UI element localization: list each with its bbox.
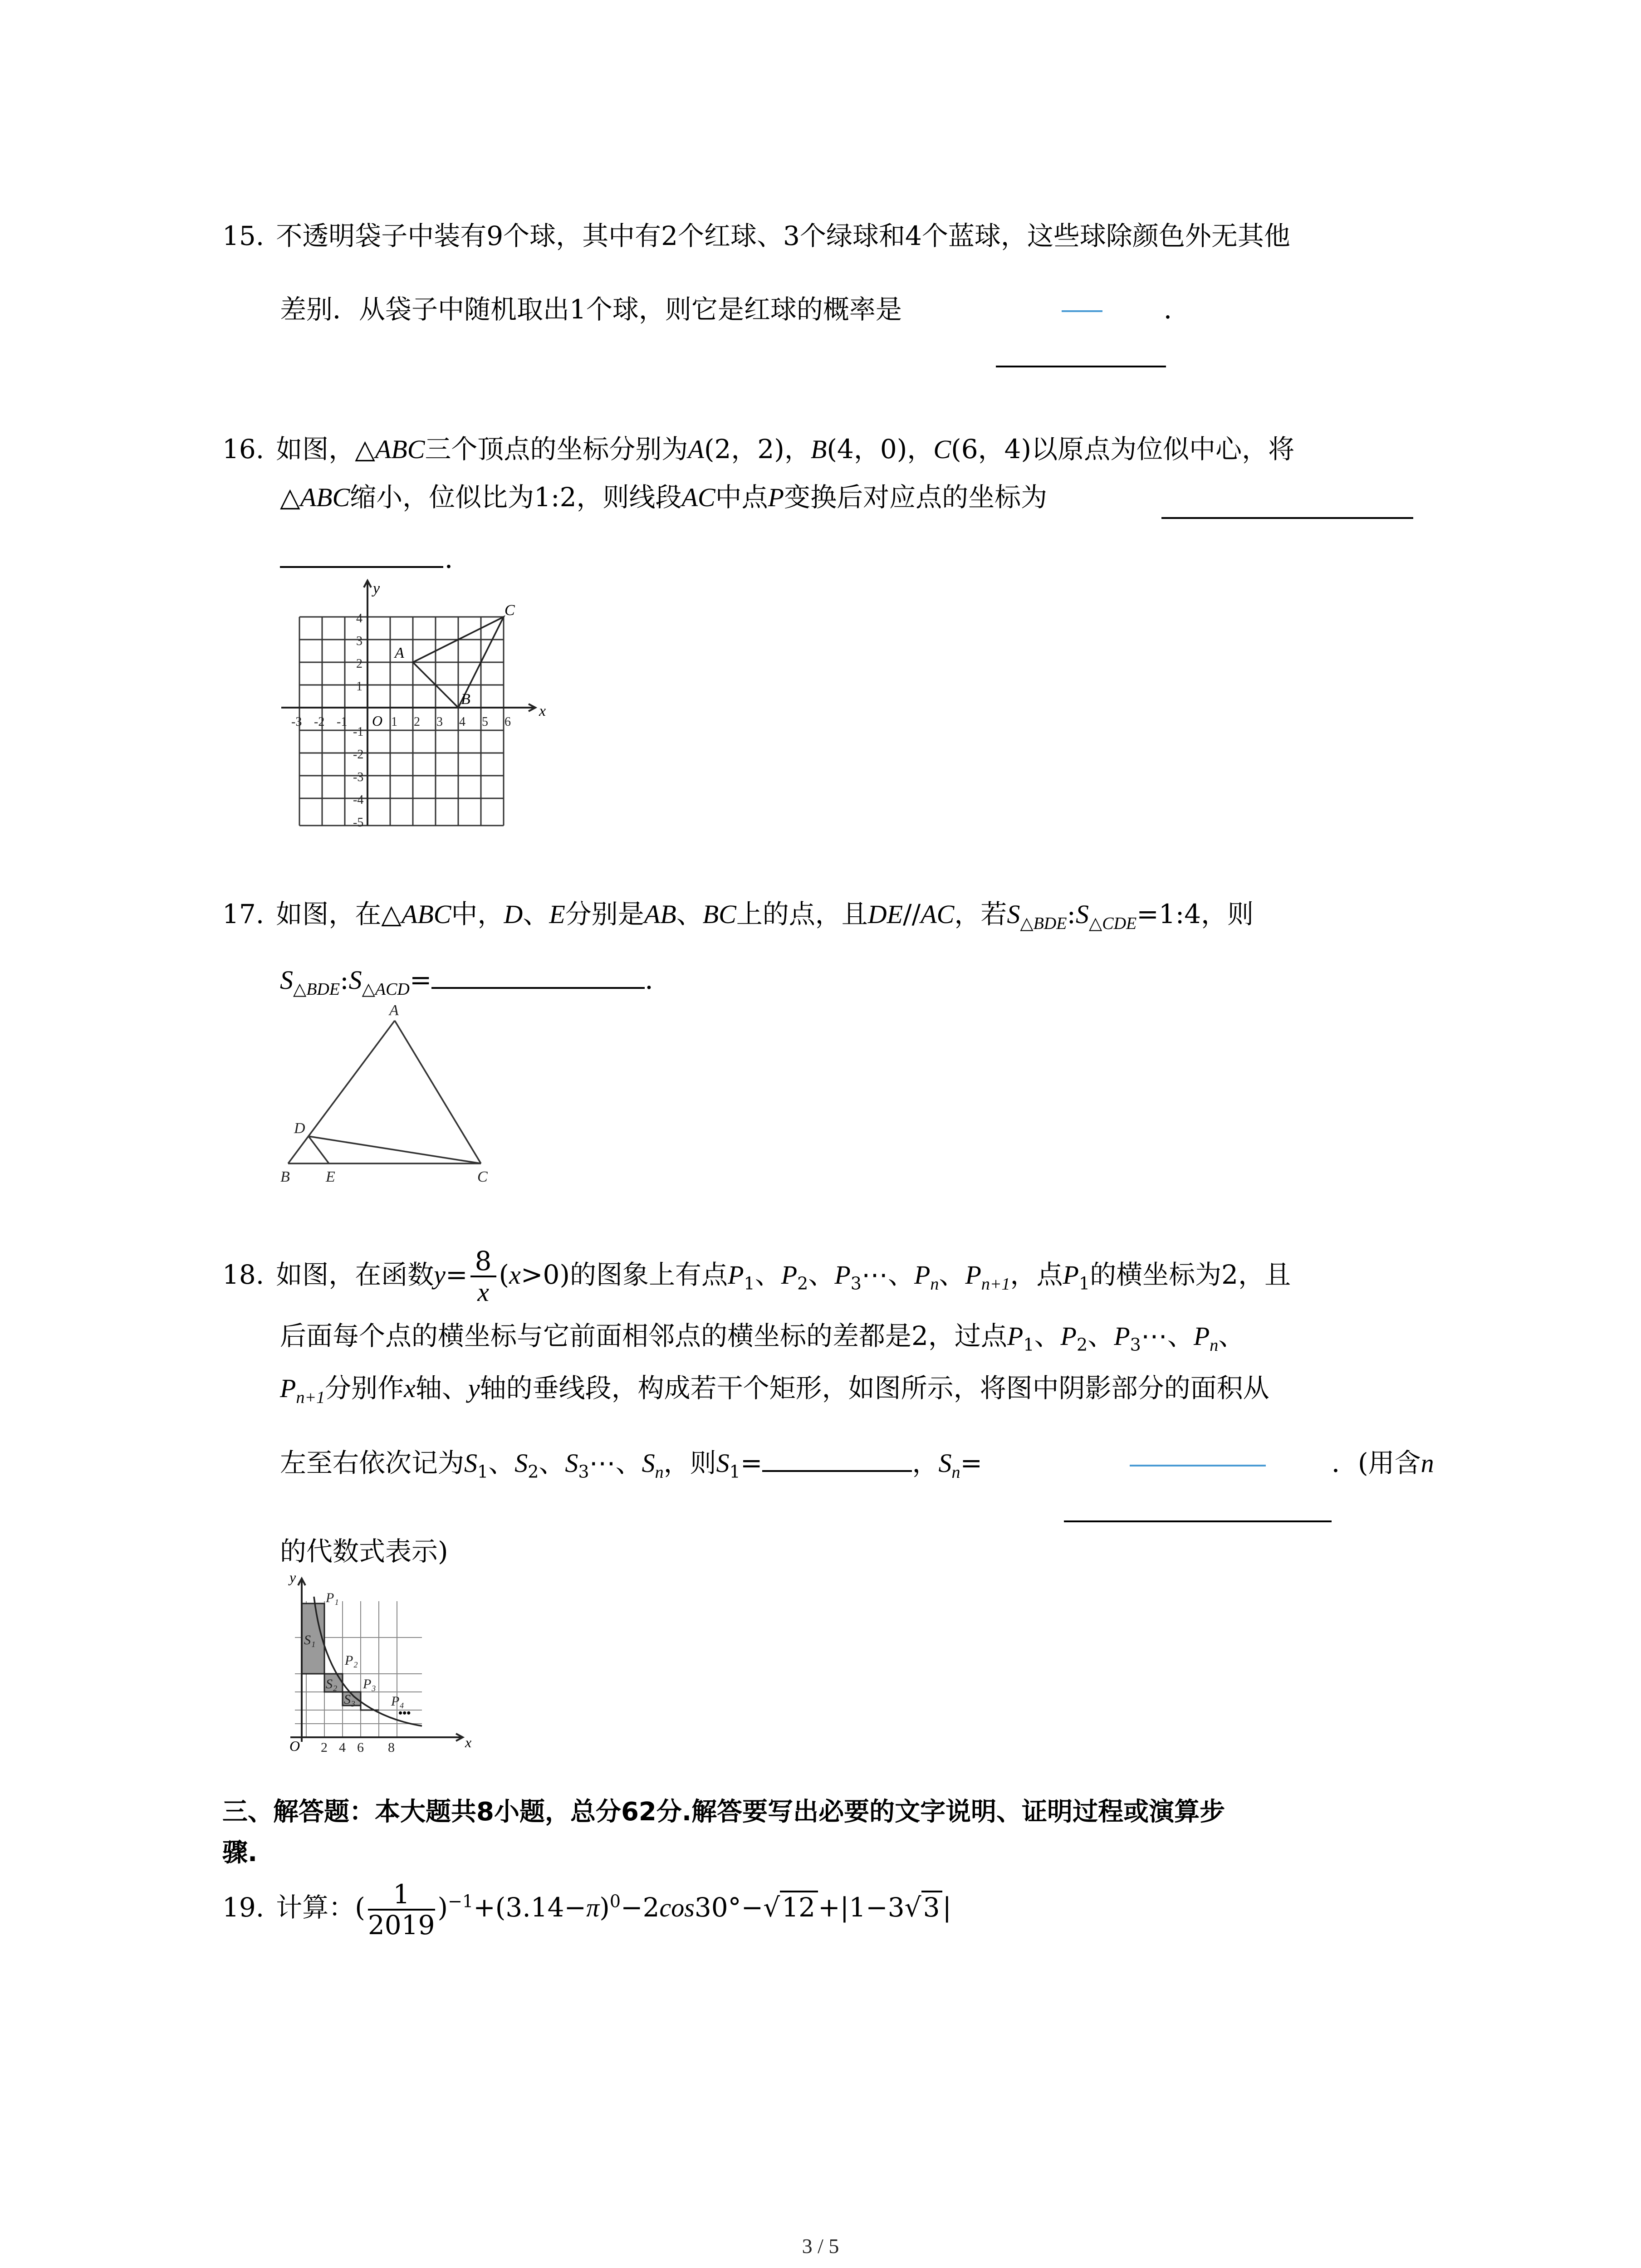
q17-segment-bc: BC — [702, 899, 736, 929]
q16-segment: AC — [681, 483, 715, 512]
q15-text-1: 不透明袋子中装有9个球，其中有2个红球、3个绿球和4个蓝球，这些球除颜色外无其他 — [276, 220, 1290, 251]
q18-subscript: n+1 — [981, 1274, 1010, 1294]
q18-text: ，则 — [663, 1447, 716, 1478]
q18-point: P — [1114, 1321, 1130, 1351]
q18-point: P — [914, 1260, 931, 1290]
q16-coord-b: (4，0)， — [827, 434, 934, 464]
segment-de — [309, 1136, 329, 1163]
q17-text: 中， — [451, 899, 504, 929]
q18-subscript: 1 — [729, 1461, 740, 1482]
y-tick: -5 — [353, 816, 364, 830]
q18-area: S — [464, 1448, 478, 1478]
x-axis-label: x — [465, 1734, 472, 1750]
q18-point: P — [1060, 1321, 1077, 1351]
q18-var-y: y — [434, 1260, 446, 1290]
q18-text: 、 — [1218, 1320, 1245, 1351]
q18-function-figure — [272, 1569, 499, 1760]
q18-subscript: n — [930, 1274, 939, 1294]
q18-text: ， — [912, 1447, 939, 1478]
q16-coordinate-figure — [272, 572, 554, 844]
x-tick: 8 — [388, 1740, 395, 1755]
segment-ac — [395, 1021, 481, 1163]
q19-radicand: 3 — [921, 1891, 943, 1922]
q18-point: P — [1193, 1321, 1210, 1351]
q16-point-b: B — [810, 435, 827, 464]
q17-line1 — [222, 896, 1254, 933]
q18-point: P — [965, 1260, 981, 1290]
q15-number: 15. — [222, 220, 265, 251]
q19-text: −2 — [621, 1892, 660, 1923]
q18-answer-mark — [1130, 1465, 1266, 1466]
fraction-denominator: 2019 — [367, 1909, 435, 1941]
q19-line — [222, 1873, 951, 1942]
fraction-denominator: x — [477, 1277, 489, 1307]
q18-text: 、 — [939, 1259, 965, 1290]
q16-point-c: C — [933, 435, 951, 464]
q17-point-e: E — [549, 899, 565, 929]
y-tick: 4 — [356, 611, 362, 626]
section-heading-line2: 骤. — [222, 1838, 258, 1867]
q19-sqrt-sign: √ — [763, 1892, 780, 1923]
origin-label: O — [289, 1738, 300, 1754]
section-heading-2 — [222, 1835, 257, 1871]
x-tick: 4 — [339, 1740, 346, 1755]
x-tick: 1 — [391, 715, 397, 729]
q18-line4-end — [1332, 1445, 1434, 1481]
q18-subscript: 1 — [477, 1461, 489, 1482]
q17-area-symbol: S — [348, 965, 362, 995]
x-tick: -2 — [314, 715, 325, 729]
x-tick: -1 — [337, 715, 348, 729]
q17-text: : — [1067, 899, 1076, 929]
q17-text: // — [903, 899, 921, 929]
y-tick: -1 — [353, 725, 364, 739]
q17-segment-ab: AB — [644, 899, 676, 929]
point-a-label: A — [395, 645, 404, 661]
q17-line2 — [280, 962, 671, 998]
q16-line2 — [280, 479, 1047, 516]
q18-subscript: n+1 — [296, 1388, 325, 1407]
y-axis-label: y — [289, 1569, 296, 1585]
q18-subscript: 3 — [578, 1461, 589, 1482]
q18-subscript: n — [951, 1462, 960, 1482]
q17-point-d: D — [504, 899, 523, 929]
q17-triangle: ABC — [401, 899, 451, 929]
q18-area: S — [938, 1448, 952, 1478]
q19-text: +(3.14− — [473, 1892, 587, 1923]
label-c: C — [477, 1168, 488, 1185]
x-tick: 2 — [414, 715, 420, 729]
q17-number: 17. — [222, 899, 265, 929]
q16-end: ． — [445, 543, 471, 574]
q16-answer-blank-2[interactable] — [280, 566, 443, 568]
q17-area-symbol: S — [1007, 899, 1020, 929]
q18-text: 、 — [1034, 1320, 1061, 1351]
q18-subscript: n — [655, 1462, 664, 1482]
q17-text: 分别是 — [565, 899, 644, 929]
label-s2: S₂ — [326, 1677, 338, 1691]
q19-radicand: 12 — [780, 1891, 818, 1922]
q18-answer-blank-sn[interactable] — [1064, 1520, 1332, 1522]
origin-label: O — [372, 713, 383, 729]
q18-line5 — [280, 1533, 448, 1569]
q19-fraction — [368, 1880, 435, 1940]
label-p1: P₁ — [326, 1590, 339, 1605]
q18-text: ，点 — [1010, 1259, 1063, 1290]
point-b-label: B — [461, 691, 470, 708]
q18-text: 、 — [1087, 1320, 1114, 1351]
q18-text: ⋯、 — [861, 1259, 914, 1290]
q17-triangle-figure — [272, 998, 508, 1188]
q19-exponent: −1 — [448, 1891, 474, 1911]
x-tick: 3 — [436, 715, 443, 729]
q18-text: ⋯、 — [1141, 1320, 1194, 1351]
q17-text: 、 — [676, 899, 703, 929]
q18-subscript: 2 — [528, 1461, 539, 1482]
x-tick: 4 — [459, 715, 465, 729]
q18-area: S — [565, 1448, 578, 1478]
q16-text: 变换后对应点的坐标为 — [784, 482, 1048, 513]
section-heading-line1: 三、解答题：本大题共8小题，总分62分.解答要写出必要的文字说明、证明过程或演算步 — [222, 1797, 1225, 1827]
q19-text: +|1−3 — [818, 1892, 905, 1923]
q19-number: 19. — [222, 1892, 265, 1923]
fraction-numerator: 1 — [368, 1880, 435, 1911]
label-p3: P₃ — [363, 1677, 376, 1691]
q18-point: P — [280, 1374, 296, 1403]
q19-text: ) — [599, 1892, 610, 1923]
q18-text: 、 — [488, 1447, 515, 1478]
q18-text: 后面每个点的横坐标与它前面相邻点的横坐标的差都是2，过点 — [280, 1320, 1007, 1351]
q19-pi: π — [586, 1893, 600, 1922]
q17-text: 、 — [523, 899, 549, 929]
q16-coord-a: (2，2)， — [704, 434, 811, 464]
q17-area-subscript: △CDE — [1089, 914, 1137, 933]
x-tick: 2 — [321, 1740, 328, 1755]
q15-answer-blank[interactable] — [996, 366, 1166, 367]
y-tick: 2 — [356, 657, 362, 671]
q18-area: S — [716, 1448, 730, 1478]
q18-text: = — [446, 1259, 468, 1290]
q18-text: = — [960, 1447, 983, 1478]
q15-end: ． — [1164, 294, 1190, 325]
q18-text: 、 — [539, 1447, 565, 1478]
q16-line1 — [222, 431, 1294, 468]
label-p2: P₂ — [345, 1653, 358, 1668]
q18-subscript: 3 — [1130, 1334, 1141, 1355]
q15-line1 — [222, 218, 1290, 254]
q19-text: ) — [437, 1892, 448, 1923]
x-tick: 6 — [505, 715, 511, 729]
q18-line1 — [222, 1243, 1291, 1307]
y-tick: -2 — [353, 748, 364, 762]
q16-coord-c: (6，4)以原点为位似中心，将 — [951, 434, 1295, 464]
q17-area-symbol: S — [1076, 899, 1089, 929]
label-p4: P₄ — [391, 1694, 404, 1709]
label-b: B — [280, 1168, 290, 1185]
q17-area-symbol: S — [280, 965, 293, 995]
q17-area-subscript: △BDE — [293, 979, 340, 999]
q18-subscript: 1 — [1078, 1273, 1090, 1294]
q17-text: 上的点，且 — [736, 899, 868, 929]
q18-text: ⋯、 — [589, 1447, 642, 1478]
q17-answer-blank[interactable] — [431, 969, 645, 989]
q18-text: 轴、 — [415, 1373, 468, 1403]
q18-subscript: 3 — [850, 1273, 862, 1294]
q17-text: = — [409, 964, 432, 995]
q19-sqrt-sign: √ — [904, 1892, 921, 1923]
q18-line2 — [280, 1318, 1244, 1354]
q17-area-subscript: △ACD — [362, 979, 410, 999]
y-tick: 3 — [356, 634, 362, 648]
q18-text: 的代数式表示) — [280, 1536, 448, 1567]
q18-text: 分别作 — [325, 1373, 404, 1403]
q17-text: =1:4，则 — [1136, 899, 1254, 929]
q18-subscript: 1 — [1023, 1334, 1034, 1355]
label-d: D — [294, 1120, 305, 1137]
q18-var-y: y — [468, 1374, 480, 1403]
q16-point-p: P — [768, 483, 784, 512]
q16-triangle: ABC — [300, 483, 350, 512]
label-a: A — [389, 1002, 399, 1019]
q18-var-x: x — [404, 1374, 416, 1403]
label-s1: S₁ — [304, 1633, 316, 1647]
q16-answer-blank-1[interactable] — [1161, 517, 1413, 519]
q18-fraction — [470, 1246, 496, 1307]
q19-text: | — [942, 1892, 952, 1923]
q18-text: 、 — [808, 1259, 835, 1290]
q16-text: 中点 — [715, 482, 768, 513]
page-number: 3 / 5 — [802, 2234, 839, 2258]
q18-text: 如图，在函数 — [276, 1259, 434, 1290]
q19-text: ( — [355, 1892, 365, 1923]
continuation-dots: ••• — [398, 1706, 411, 1720]
q18-point: P — [781, 1260, 798, 1290]
q16-point-a: A — [688, 435, 704, 464]
x-tick: 5 — [482, 715, 488, 729]
q18-text: 左至右依次记为 — [280, 1447, 465, 1478]
x-tick: 6 — [357, 1740, 364, 1755]
q18-text: = — [740, 1447, 763, 1478]
y-tick: -3 — [353, 770, 364, 784]
fraction-numerator: 8 — [470, 1246, 496, 1277]
q18-subscript: 2 — [797, 1273, 808, 1294]
y-axis-label: y — [373, 580, 380, 597]
x-axis-label: x — [539, 703, 546, 719]
y-tick: -4 — [353, 793, 364, 807]
q17-segment-ac: AC — [921, 899, 955, 929]
q15-text-2: 差别．从袋子中随机取出1个球，则它是红球的概率是 — [280, 294, 902, 325]
q18-text: ( — [499, 1259, 509, 1290]
q18-line3 — [280, 1370, 1269, 1407]
q17-text: 如图，在△ — [276, 899, 402, 929]
q15-line2 — [280, 291, 902, 327]
q18-text: 轴的垂线段，构成若干个矩形，如图所示，将图中阴影部分的面积从 — [480, 1373, 1269, 1403]
q18-answer-blank-s1[interactable] — [762, 1452, 912, 1472]
q18-text: ．(用含 — [1332, 1447, 1421, 1478]
q18-point: P — [834, 1260, 851, 1290]
y-tick: 1 — [356, 679, 362, 694]
label-e: E — [326, 1168, 335, 1185]
q18-area: S — [642, 1448, 655, 1478]
q19-exponent: 0 — [609, 1891, 621, 1911]
q19-text: 30°− — [694, 1892, 764, 1923]
q18-subscript: 2 — [1076, 1334, 1088, 1355]
q16-number: 16. — [222, 434, 265, 464]
q16-text: 缩小，位似比为1:2，则线段 — [350, 482, 682, 513]
q18-point: P — [1063, 1260, 1079, 1290]
label-s3: S₃ — [344, 1692, 356, 1707]
q19-label: 计算： — [276, 1892, 355, 1923]
q18-text: 、 — [754, 1259, 781, 1290]
q16-text: 三个顶点的坐标分别为 — [425, 434, 688, 464]
q17-text: : — [340, 964, 349, 995]
section-heading — [222, 1794, 1225, 1830]
q17-end: ． — [645, 964, 671, 995]
q18-line4 — [280, 1445, 982, 1481]
q19-cos: cos — [659, 1893, 695, 1922]
q18-var-x: x — [509, 1260, 521, 1290]
q17-text: ，若 — [954, 899, 1007, 929]
q16-text: △ — [280, 482, 300, 513]
q18-point: P — [1007, 1321, 1024, 1351]
point-c-label: C — [505, 602, 515, 619]
q18-point: P — [728, 1260, 744, 1290]
q18-area: S — [514, 1448, 528, 1478]
q16-triangle: ABC — [375, 435, 425, 464]
q18-subscript: 1 — [744, 1273, 755, 1294]
q18-var-n: n — [1421, 1448, 1434, 1478]
q17-segment-de: DE — [867, 899, 903, 929]
q18-number: 18. — [222, 1259, 265, 1290]
q15-answer-mark — [1062, 310, 1102, 312]
q17-area-subscript: △BDE — [1020, 914, 1067, 933]
q18-text: >0)的图象上有点 — [520, 1259, 728, 1290]
q18-subscript: n — [1210, 1335, 1219, 1355]
segment-dc — [309, 1136, 481, 1163]
x-tick: -3 — [291, 715, 302, 729]
q18-text: 的横坐标为2，且 — [1090, 1259, 1291, 1290]
q16-text: 如图，△ — [276, 434, 375, 464]
